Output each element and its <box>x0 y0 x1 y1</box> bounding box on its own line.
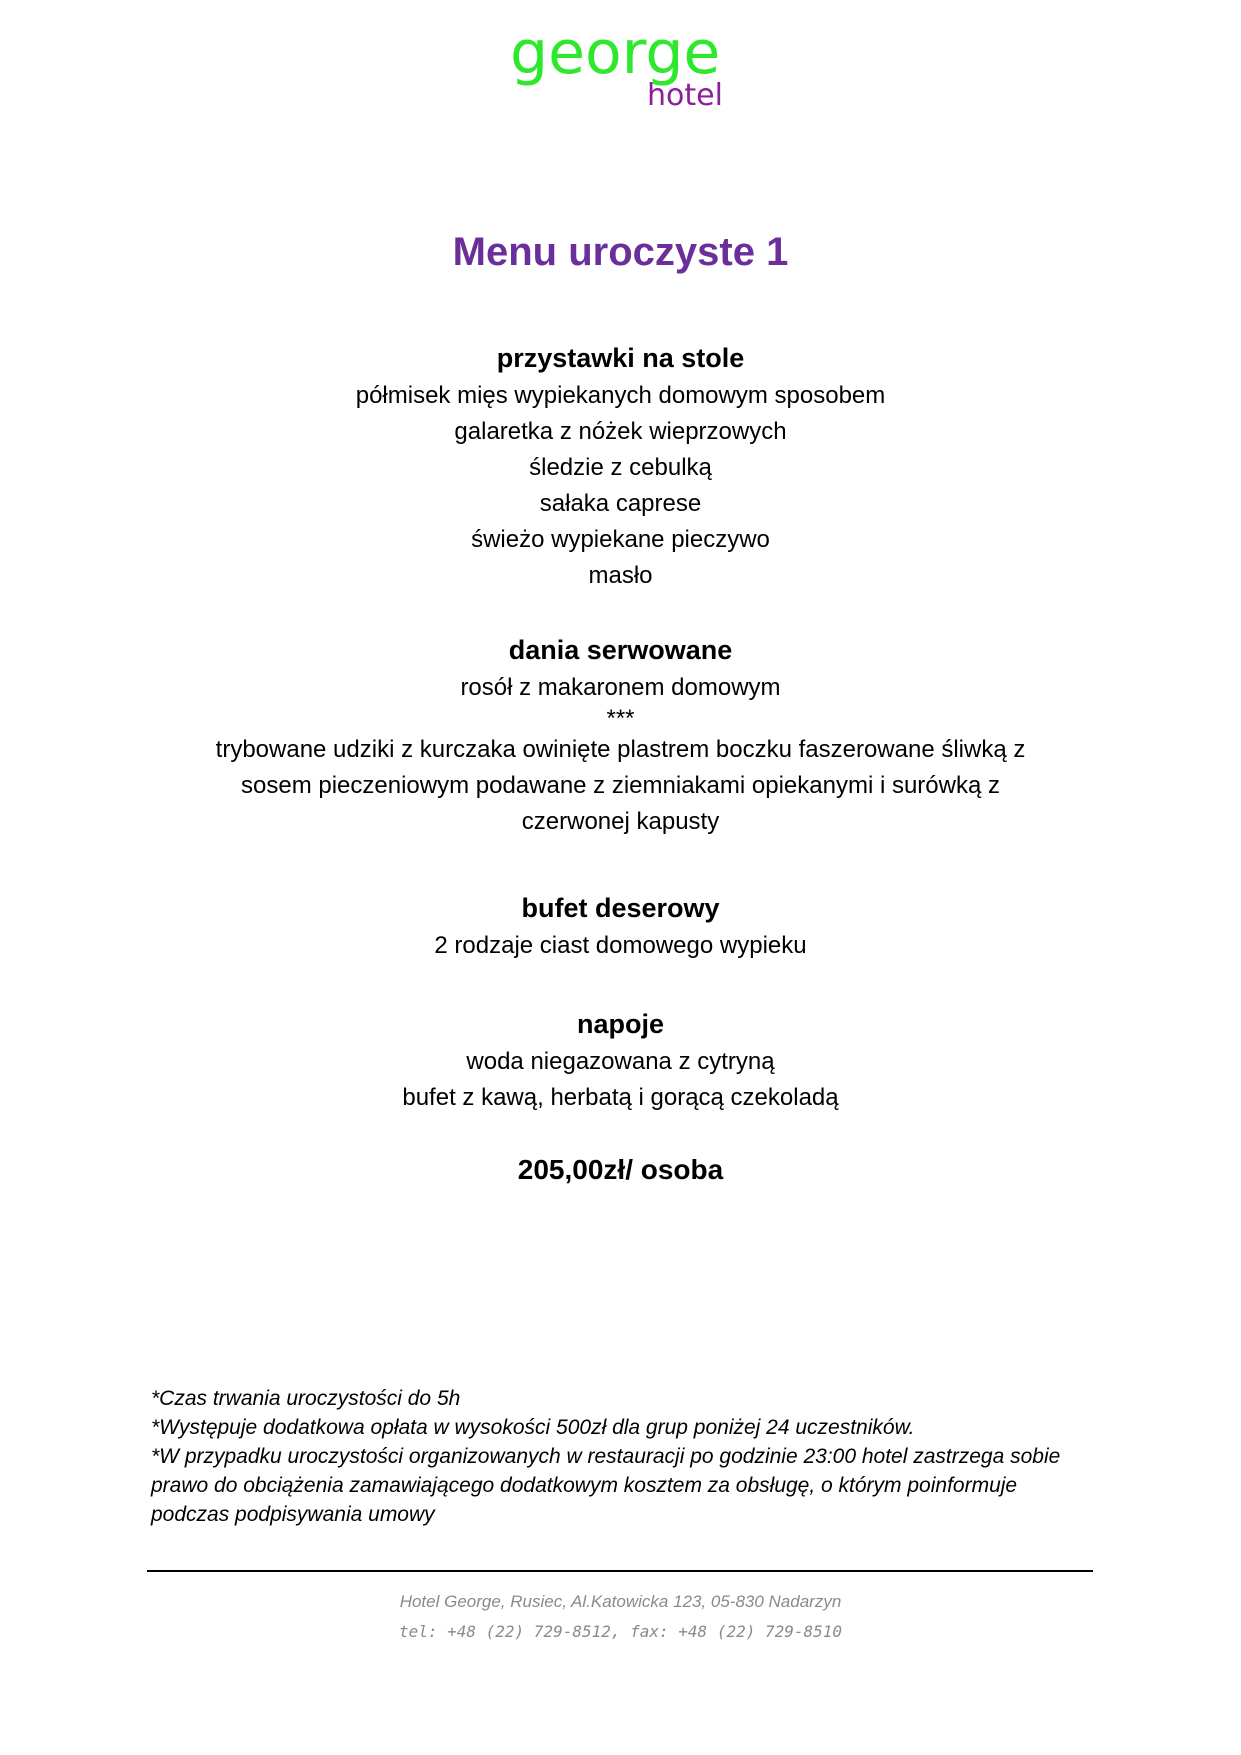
menu-item: bufet z kawą, herbatą i gorącą czekoladą <box>402 1084 839 1111</box>
footnote: *Czas trwania uroczystości do 5h <box>151 1387 461 1410</box>
footer-divider <box>147 1570 1093 1572</box>
footnote: *Występuje dodatkowa opłata w wysokości 500zł dla grup poniżej 24 uczestników. <box>151 1416 915 1439</box>
section-title: napoje <box>576 1009 664 1039</box>
logo-hotel-text: hotel <box>647 78 723 113</box>
menu-item: galaretka z nóżek wieprzowych <box>454 418 787 445</box>
footer-contact: tel: +48 (22) 729-8512, fax: +48 (22) 729-8510 <box>398 1622 843 1641</box>
menu-item: rosół z makaronem domowym <box>460 674 781 701</box>
footer-address: Hotel George, Rusiec, Al.Katowicka 123, 05-830 Nadarzyn <box>399 1592 842 1611</box>
menu-item: sosem pieczeniowym podawane z ziemniakami opiekanymi i surówką z <box>241 772 1000 799</box>
section-title: przystawki na stole <box>496 343 745 373</box>
footnote: *W przypadku uroczystości organizowanych w restauracji po godzinie 23:00 hotel zastrzega sobie prawo do obciążenia zamawiającego dodatkowym kosztem za obsługę, o którym poinformuje podczas podpisywania umowy <box>151 1445 1061 1526</box>
menu-item: masło <box>588 562 653 589</box>
price-per-person: 205,00zł/ osoba <box>517 1154 724 1185</box>
menu-item: sałaka caprese <box>539 490 702 517</box>
menu-item: śledzie z cebulką <box>529 454 712 481</box>
section-bufet-deserowy <box>120 888 1121 964</box>
section-title: bufet deserowy <box>521 893 720 923</box>
menu-item: woda niegazowana z cytryną <box>466 1048 775 1075</box>
page-title: Menu uroczyste 1 <box>452 230 789 274</box>
section-dania <box>120 630 1121 840</box>
menu-item: półmisek mięs wypiekanych domowym sposobem <box>355 382 886 409</box>
menu-item: świeżo wypiekane pieczywo <box>471 526 770 553</box>
menu-item: 2 rodzaje ciast domowego wypieku <box>434 932 807 959</box>
separator-stars: *** <box>606 705 635 732</box>
menu-item: czerwonej kapusty <box>521 808 720 835</box>
section-przystawki <box>120 338 1121 594</box>
logo-george-text: george <box>510 18 721 88</box>
footnotes <box>151 1384 1101 1529</box>
menu-item: trybowane udziki z kurczaka owinięte plastrem boczku faszerowane śliwką z <box>215 736 1026 763</box>
george-hotel-logo <box>0 18 1241 118</box>
section-napoje <box>120 1004 1121 1116</box>
section-title: dania serwowane <box>508 635 733 665</box>
